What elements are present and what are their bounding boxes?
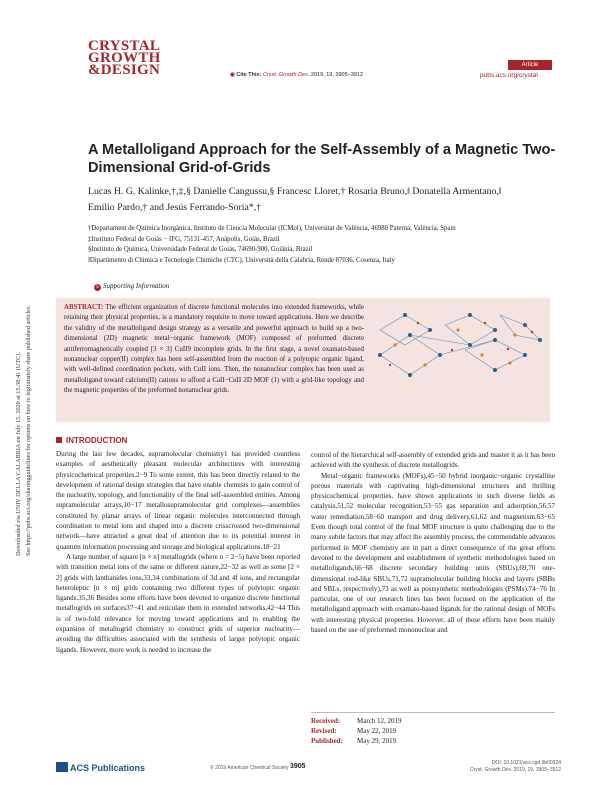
published-date: May 29, 2019 bbox=[357, 737, 397, 745]
supporting-info-icon: S bbox=[94, 284, 101, 291]
supporting-info-label: Supporting Information bbox=[103, 282, 170, 290]
cite-journal: Cryst. Growth Des. bbox=[262, 72, 310, 78]
doi-ref: Cryst. Growth Des. 2019, 19, 3905−3912 bbox=[470, 767, 562, 773]
intro-paragraph-3: control of the hierarchical self-assembly of extended grids and master it as it has been achieved with the synthesis of discrete metallogrids. bbox=[311, 451, 555, 470]
body-column-right bbox=[311, 450, 555, 635]
intro-paragraph-1: During the last few decades, supramolecular chemistry1 has provided countless examples of aesthetically pleasant molecular architectures with interesting physicochemical properties.2−9 To some extent, this has been directly related to the development of rational design strategies that have enable chemists to gain control of the nuclearity, topology, and functionality of the final self-assembled entities. Among supramolecular arrays,10−17 metallosupramolecular grid complexes—assemblies constituted by planar arrays of linear organic molecules interconnected through coordination to metal ions and shaped into a discrete crisscrossed two-dimensional network—have attracted a great deal of attention due to its potential interest in quantum information processing and storage and biological applications.18−21 bbox=[56, 450, 300, 551]
supporting-info-link[interactable] bbox=[94, 282, 169, 291]
download-notice-line1: Downloaded via UNIV DELLA CALABRIA on July 15, 2020 at 15:38:41 (UTC). bbox=[15, 352, 22, 556]
cite-ref: 2019, 19, 3905−3912 bbox=[310, 72, 364, 78]
abstract-text-block bbox=[64, 303, 364, 397]
affiliation-1: †Departament de Química Inorgànica, Instituto de Ciencia Molecular (ICMol), Universitat de València, 46980 Paterna, València, Spain bbox=[88, 225, 456, 232]
cite-this[interactable] bbox=[230, 72, 363, 78]
revised-date: May 22, 2019 bbox=[357, 727, 397, 735]
logo-line-1: CRYSTAL bbox=[88, 38, 161, 54]
abstract-text: The efficient organization of discrete functional molecules into extended frameworks, while retaining their physical properties, is a mandatory requisite to move toward applications. Here we describe the validity of the metalloligand design strategy as a versatile and powerful approach to build up a two-dimensional (2D) magnetic metal−organic framework (MOF) composed of preformed discrete antiferromagnetically coupled [3 × 3] CuII9 incomplete grids. In the first stage, a novel oxamato-based nonanuclear copper(II) complex has been self-assembled from the reaction of a polytopic organic ligand, with well-defined coordination pockets, with CuII ions. Then, the nonanuclear complex has been used as metalloligand toward calcium(II) cations to afford a CaII−CuII 2D MOF (1) with a grid-like topology and the magnetic properties of the preformed nonanuclear grids. bbox=[64, 304, 364, 395]
doi-block[interactable] bbox=[470, 760, 561, 774]
doi-text: DOI: 10.1021/acs.cgd.9b00324 bbox=[491, 760, 562, 766]
author-list bbox=[88, 184, 558, 216]
intro-paragraph-2: A large number of square [n × n] metallogrids (where n = 2−5) have been reported with transition metal ions of the same or different nature,22−32 as well as some [2 × 2] grids with lanthanides ions,33,34 combinations of 3d and 4f ions, and rectangular heteroleptic [n × m] grids containing two different types of polytopic organic ligands.35,36 Besides some efforts have been devoted to organize discrete functional metallogrids on surfaces37−41 and reticulate them in extended networks,42−44 This is of two-fold relevance for moving toward applications and to enabling the expansion of metallogrid chemistry to construct grids of superior nuclearity—avoiding the difficulties associated with the synthesis of larger polytopic organic ligands. However, more work is needed to increase the bbox=[56, 552, 300, 654]
heading-square-icon bbox=[56, 437, 62, 443]
acs-publisher-name: ACS Publications bbox=[70, 763, 146, 773]
logo-line-2: GROWTH bbox=[88, 50, 161, 66]
toc-graphic-svg bbox=[370, 305, 545, 385]
received-label: Received: bbox=[311, 717, 341, 725]
copyright: © 2019 American Chemical Society bbox=[210, 765, 289, 771]
intro-heading-text: INTRODUCTION bbox=[66, 436, 128, 445]
revised-label: Revised: bbox=[311, 727, 337, 735]
affiliation-3: §Instituto de Química, Universidade Federal de Goiás, 74690-900, Goiânia, Brazil bbox=[88, 246, 313, 254]
authors-line-1: Lucas H. G. Kalinke,†,‡,§ Danielle Cangussu,§ Francesc Lloret,† Rosaria Bruno,‖ Donatella Armentano,‖ bbox=[88, 186, 502, 197]
logo-line-3: &DESIGN bbox=[88, 62, 161, 78]
intro-heading bbox=[56, 436, 127, 445]
dates-divider bbox=[311, 712, 555, 713]
revised-row bbox=[311, 726, 402, 736]
received-date: March 12, 2019 bbox=[357, 717, 402, 725]
download-notice-svg bbox=[6, 260, 42, 560]
affiliation-2: ‡Instituto Federal de Goiás − IFG, 75131-457, Anápolis, Goiás, Brazil bbox=[88, 235, 280, 243]
authors-line-2: Emilio Pardo,† and Jesús Ferrando-Soria*,† bbox=[88, 202, 262, 213]
published-row bbox=[311, 736, 402, 746]
toc-graphic bbox=[370, 305, 545, 385]
article-title: A Metalloligand Approach for the Self-Assembly of a Magnetic Two-Dimensional Grid-of-Grids bbox=[88, 142, 556, 176]
page-number: 3905 bbox=[290, 763, 306, 770]
article-badge: Article bbox=[508, 60, 552, 70]
cite-label: Cite This: bbox=[236, 72, 262, 78]
journal-url[interactable]: pubs.acs.org/crystal bbox=[480, 72, 538, 79]
published-label: Published: bbox=[311, 737, 343, 745]
cite-icon: ◉ bbox=[230, 72, 235, 78]
journal-logo[interactable] bbox=[88, 40, 168, 76]
download-notice bbox=[6, 260, 42, 560]
acs-publications-logo[interactable] bbox=[56, 762, 145, 773]
intro-paragraph-4: Metal−organic frameworks (MOFs),45−50 hybrid inorganic−organic crystalline porous materials with captivating high-dimensional structures and thrilling physicochemical properties, have shown applications in such diverse fields as catalysis,51,52 molecular recognition,53−55 gas separation and adsorption,56,57 water remediation,58−60 transport and drug delivery,61,62 and magnetism.63−65 Even though total control of the final MOF structure is quite challenging due to the many subtle factors that may affect the assembly process, the commendable advances performed in MOF chemistry are in part a direct consequence of the great efforts devoted to the development and establishment of synthetic methodologies based on metalloligands,66−68 discrete secondary building units (SBUs),69,70 one-dimensional rod-like SBUs,71,72 supramolecular building blocks and layers (SBBs and SBLs, respectively),73 as well as postsynthetic methodologies (PSMs).74−76 In particular, one of our research lines has been focused on the application of the metalloligand approach with oxamato-based ligands for the rational design of MOFs with interesting physical properties. However, all of these efforts have been mainly based on the use of preformed mononuclear and bbox=[311, 471, 555, 635]
body-column-left bbox=[56, 449, 300, 655]
abstract-label: ABSTRACT: bbox=[64, 304, 104, 311]
received-row bbox=[311, 716, 402, 726]
download-notice-line2: See https://pubs.acs.org/sharingguidelines for options on how to legitimately share published articles. bbox=[25, 305, 32, 556]
affiliation-4: ‖Dipartimento di Chimica e Tecnologie Chimiche (CTC), Università della Calabria, Rende 87036, Cosenza, Italy bbox=[88, 256, 395, 264]
article-dates bbox=[311, 716, 402, 746]
affiliations bbox=[88, 224, 558, 266]
acs-mark-icon bbox=[56, 762, 68, 772]
